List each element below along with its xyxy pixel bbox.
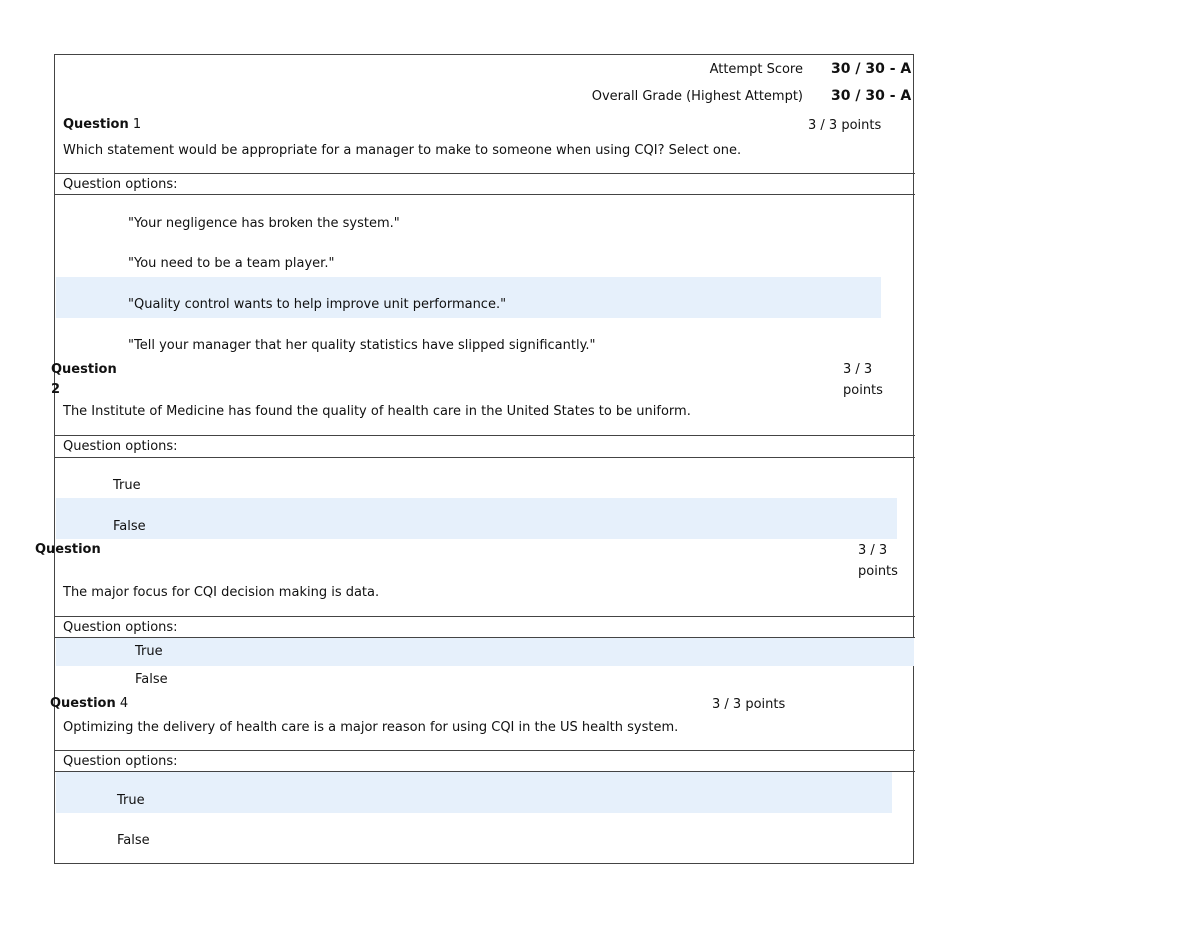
question-2-options-label: Question options: (63, 439, 178, 454)
question-3-option-true[interactable]: True (135, 644, 163, 659)
question-1-heading (63, 117, 141, 132)
question-1-option-c[interactable]: "Quality control wants to help improve unit performance." (128, 297, 507, 312)
overall-grade-value: 30 / 30 - A (831, 88, 912, 104)
divider (54, 457, 915, 458)
question-4-option-true[interactable]: True (117, 793, 145, 808)
divider (54, 194, 915, 195)
question-2-points-unit: points (843, 383, 883, 398)
question-2-selected-highlight (56, 498, 897, 539)
question-4-text: Optimizing the delivery of health care is a major reason for using CQI in the US health system. (63, 720, 679, 735)
question-4-option-false[interactable]: False (117, 833, 150, 848)
question-3-selected-highlight (56, 638, 914, 666)
attempt-score-value: 30 / 30 - A (831, 61, 912, 77)
question-2-option-false[interactable]: False (113, 519, 146, 534)
overall-grade-label: Overall Grade (Highest Attempt) (591, 89, 803, 104)
question-2-option-true[interactable]: True (113, 478, 141, 493)
question-2-points-value: 3 / 3 (843, 362, 873, 377)
question-4-selected-highlight (56, 772, 892, 813)
question-1-options-label: Question options: (63, 177, 178, 192)
question-3-points-value: 3 / 3 (858, 543, 888, 558)
question-1-option-a[interactable]: "Your negligence has broken the system." (128, 216, 400, 231)
question-3-option-false[interactable]: False (135, 672, 168, 687)
question-4-heading (50, 696, 128, 711)
question-4-options-label: Question options: (63, 754, 178, 769)
question-3-points-unit: points (858, 564, 898, 579)
divider (54, 750, 915, 751)
question-4-points: 3 / 3 points (712, 697, 786, 712)
quiz-results-frame (54, 54, 914, 864)
question-1-option-d[interactable]: "Tell your manager that her quality statistics have slipped significantly." (128, 338, 596, 353)
attempt-score-label: Attempt Score (709, 62, 803, 77)
question-1-points: 3 / 3 points (808, 118, 882, 133)
question-1-number: 1 (132, 117, 142, 132)
question-1-label: Question (63, 117, 129, 132)
divider (54, 435, 915, 436)
question-2-number: 2 (51, 382, 61, 397)
question-3-text: The major focus for CQI decision making is data. (63, 585, 380, 600)
question-2-label: Question (51, 362, 117, 377)
question-3-label: Question (35, 542, 101, 557)
question-2-text: The Institute of Medicine has found the quality of health care in the United States to be uniform. (63, 404, 691, 419)
question-1-text: Which statement would be appropriate for a manager to make to someone when using CQI? Select one. (63, 143, 742, 158)
divider (54, 173, 915, 174)
question-4-number: 4 (119, 696, 129, 711)
question-3-options-label: Question options: (63, 620, 178, 635)
divider (54, 616, 915, 617)
question-4-label: Question (50, 696, 116, 711)
question-1-option-b[interactable]: "You need to be a team player." (128, 256, 335, 271)
